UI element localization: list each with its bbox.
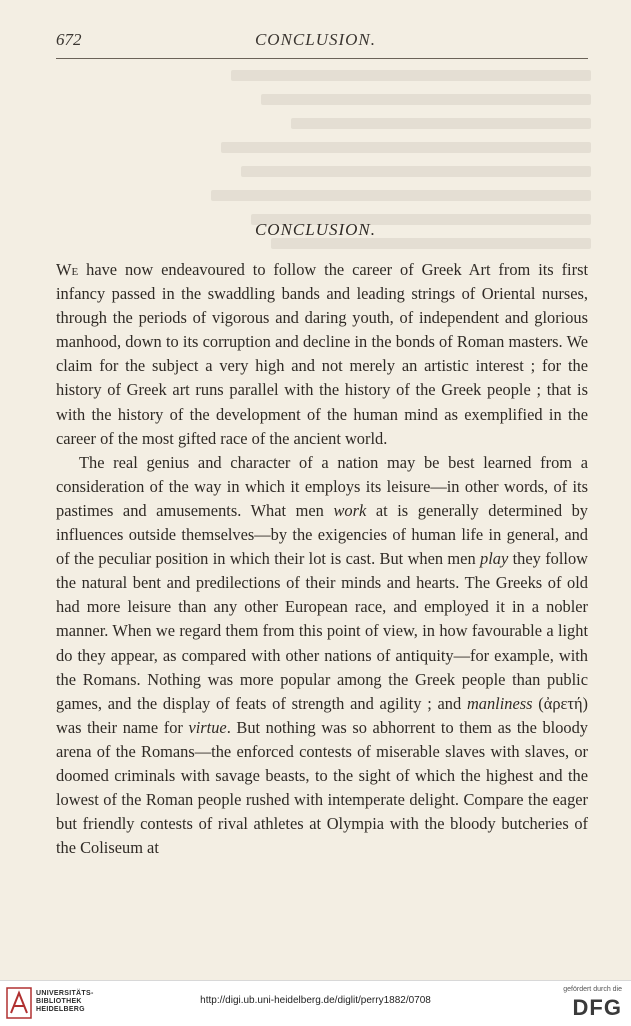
paragraph-2-text-d: (ἀρετή) was their name for [56,693,588,737]
emphasis-play: play [480,549,509,569]
running-head: CONCLUSION. [254,30,377,49]
paragraph-2 [56,451,588,861]
dfg-logo[interactable]: DFG [572,995,622,1020]
viewer-footer [0,980,631,1026]
funding-caption: gefördert durch die [563,986,622,993]
emphasis-virtue: virtue [188,717,227,737]
paragraph-2-text-a: The real genius and character of a nation may be best learned from a consideration of the way in which it employs its leisure—in other words, of its pastimes and amusements. What men [56,452,588,520]
paragraph-2-text-b: at is generally determined by influences outside themselves—by the exigencies of human life in general, and of the peculiar position in which their lot is cast. But when men [56,500,588,569]
section-title: CONCLUSION. [254,220,377,239]
paragraph-1-text: have now endeavoured to follow the career of Greek Art from its first infancy passed in the swaddling bands and leading strings of Oriental nurses, through the periods of vigorous and daring youth, of independent and glorious manhood, down to its corruption and decline in the bonds of Roman masters. We claim for the subject a very high and not merely an artistic interest ; for the history of Greek art runs parallel with the history of the Greek people ; that is with the history of the development of the human mind as exemplified in the career of the most gifted race of the ancient world. [56,260,588,448]
library-name: UNIVERSITÄTS- BIBLIOTHEK HEIDELBERG [36,990,94,1013]
paragraph-1 [56,258,588,451]
body-text [56,258,588,860]
emphasis-work: work [333,500,367,520]
paragraph-2-text-c: they follow the natural bent and predilections of their minds and hearts. The Greeks of old had more leisure than any other European race, and employed it in a nobler manner. When we regard them from this point of view, in how favourable a light do they appear, as compared with other nations of antiquity—for example, with the Romans. Nothing was more popular among the Greek people than public games, and the display of feats of strength and agility ; and [56,549,588,713]
opening-word: We [56,260,79,279]
page-number: 672 [56,30,82,49]
paragraph-2-text-e: . But nothing was so abhorrent to them as the bloody arena of the Romans—the enforced contests of miserable slaves with slaves, or doomed criminals with savage beasts, to the sight of which the highest and the lowest of the Roman people rushed with intemperate delight. Compare the eager but friendly contests of rival athletes at Olympia with the bloody butcheries of the Coliseum at [56,717,588,858]
header-rule [56,58,588,59]
emphasis-manliness: manliness [466,693,533,713]
permalink-url[interactable]: http://digi.ub.uni-heidelberg.de/diglit/perry1882/0708 [200,995,431,1006]
